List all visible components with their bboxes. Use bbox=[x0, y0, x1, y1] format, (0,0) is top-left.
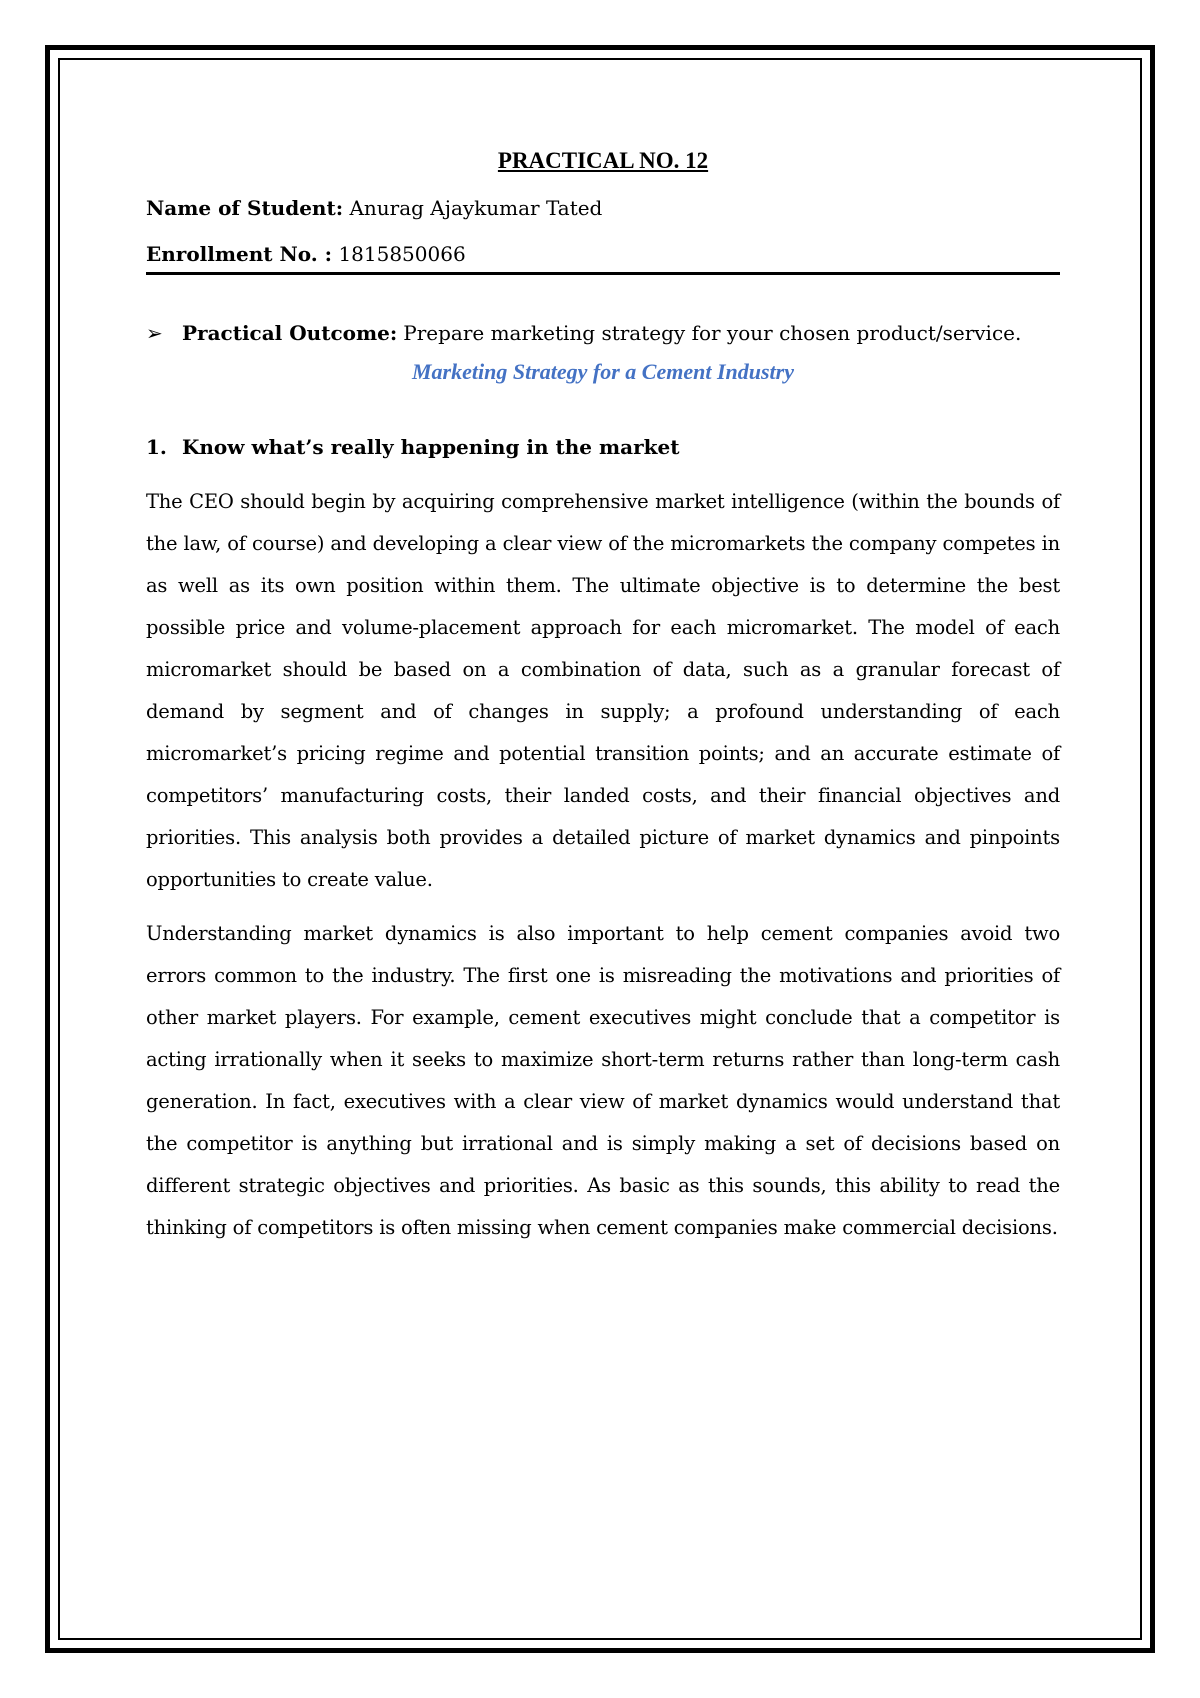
enrollment-value: 1815850066 bbox=[338, 242, 466, 266]
student-name-label: Name of Student: bbox=[146, 196, 344, 220]
paragraph: The CEO should begin by acquiring comprehensive market intelligence (within the bounds of the law, of course) and developing a clear view of the micromarkets the company competes in as well as its own position within them. The ultimate objective is to determine the best possible price and volume-placement approach for each micromarket. The model of each micromarket should be based on a combination of data, such as a granular forecast of demand by segment and of changes in supply; a profound understanding of each micromarket’s pricing regime and potential transition points; and an accurate estimate of competitors’ manufacturing costs, their landed costs, and their financial objectives and priorities. This analysis both provides a detailed picture of market dynamics and pinpoints opportunities to create value. bbox=[146, 490, 1060, 891]
section-number: 1. bbox=[146, 435, 167, 459]
section-heading bbox=[146, 435, 1060, 459]
document-body bbox=[146, 148, 1060, 1261]
practical-outcome-text: Prepare marketing strategy for your chosen product/service. bbox=[403, 321, 1022, 345]
document-subtitle: Marketing Strategy for a Cement Industry bbox=[412, 359, 794, 384]
enrollment-label: Enrollment No. : bbox=[146, 242, 333, 266]
practical-outcome bbox=[146, 319, 1060, 347]
section-heading-text: Know what’s really happening in the market bbox=[182, 435, 680, 459]
student-name-line bbox=[146, 194, 1060, 222]
page-title: PRACTICAL NO. 12 bbox=[497, 148, 709, 173]
enrollment-line bbox=[146, 240, 1060, 275]
paragraph: Understanding market dynamics is also important to help cement companies avoid two errors common to the industry. The first one is misreading the motivations and priorities of other market players. For example, cement executives might conclude that a competitor is acting irrationally when it seeks to maximize short-term returns rather than long-term cash generation. In fact, executives with a clear view of market dynamics would understand that the competitor is anything but irrational and is simply making a set of decisions based on different strategic objectives and priorities. As basic as this sounds, this ability to read the thinking of competitors is often missing when cement companies make commercial decisions. bbox=[146, 922, 1060, 1239]
arrow-bullet-icon: ➢ bbox=[146, 321, 163, 345]
student-name-value: Anurag Ajaykumar Tated bbox=[349, 196, 603, 220]
practical-outcome-label: Practical Outcome: bbox=[182, 321, 398, 345]
